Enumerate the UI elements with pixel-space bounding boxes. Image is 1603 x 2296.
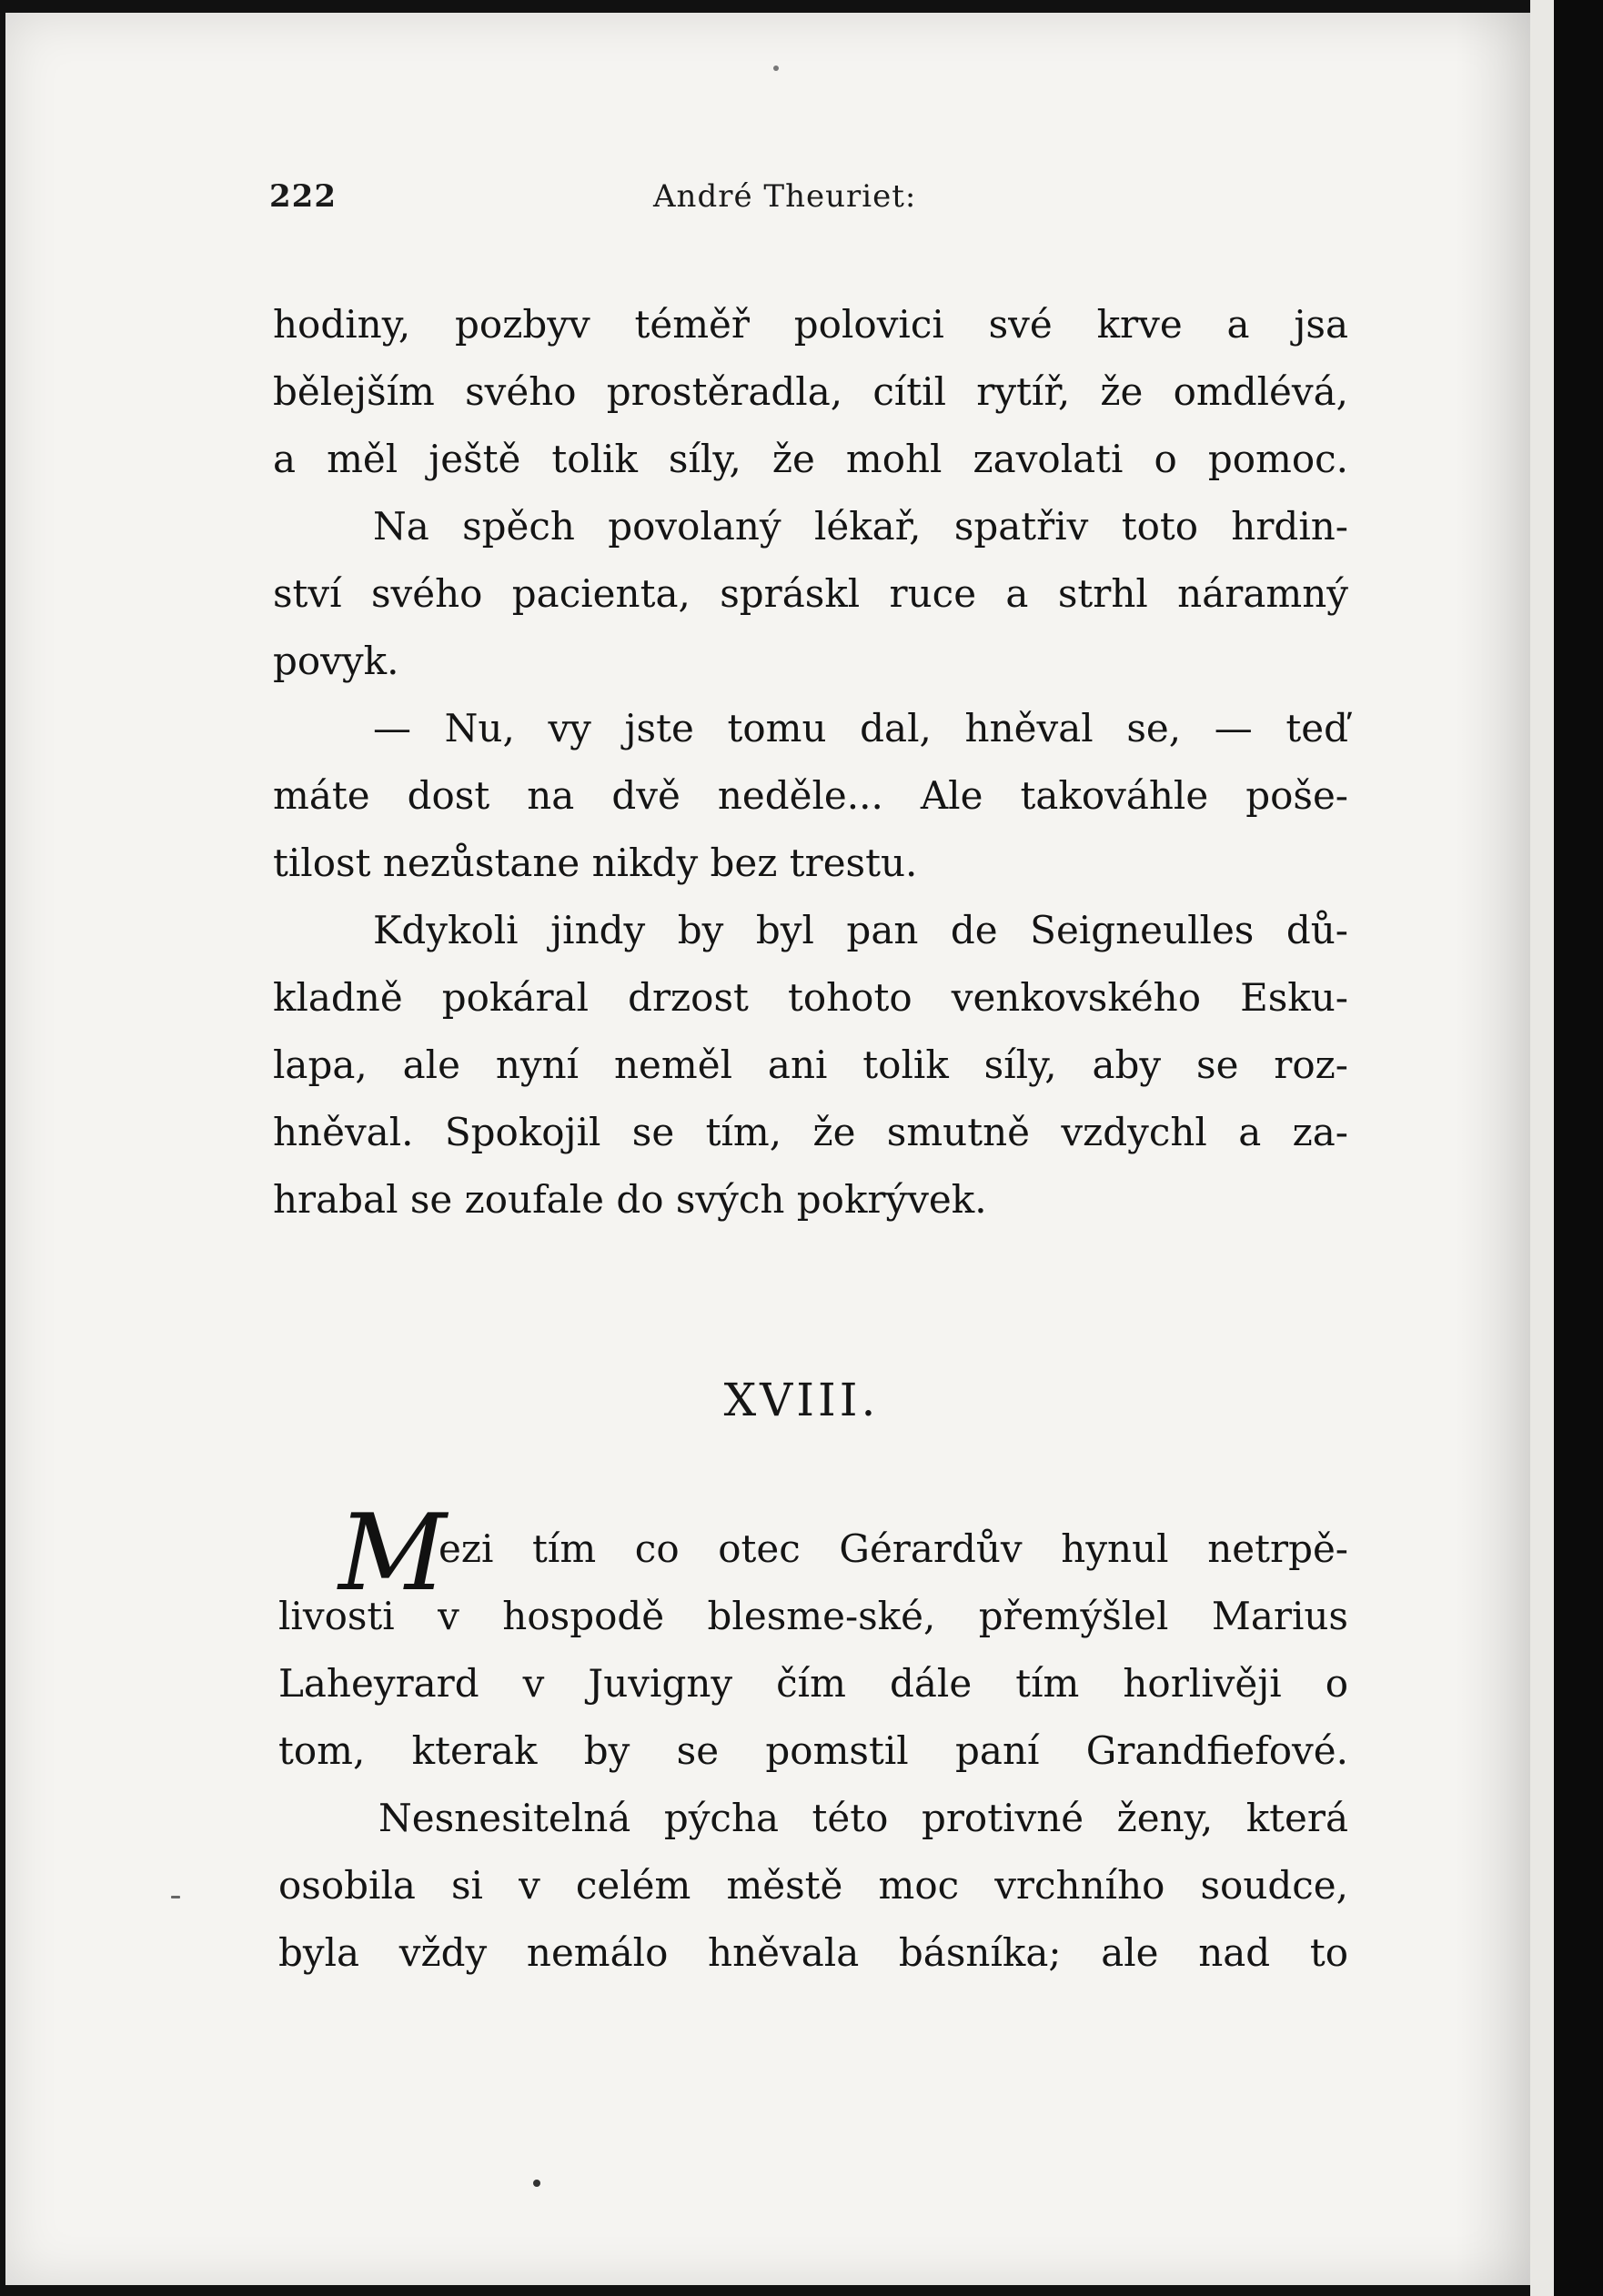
page-number: 222 — [269, 178, 337, 215]
text-line: hodiny, pozbyv téměř polovici své krve a jsa — [273, 302, 1348, 347]
text-line: hněval. Spokojil se tím, že smutně vzdychl a za- — [273, 1110, 1348, 1154]
text-line: tilost nezůstane nikdy bez trestu. — [273, 841, 918, 885]
running-head: André Theuriet: — [653, 178, 917, 215]
text-line: a měl ještě tolik síly, že mohl zavolati o pomoc. — [273, 437, 1348, 481]
ink-speck — [773, 65, 779, 71]
text-line: máte dost na dvě neděle... Ale takováhle poše- — [273, 773, 1348, 818]
text-line: tom, kterak by se pomstil paní Grandfiefové. — [278, 1728, 1348, 1773]
next-page-edge — [1530, 0, 1556, 2296]
text-line: byla vždy nemálo hněvala básníka; ale nad to — [278, 1930, 1348, 1975]
ink-speck — [171, 1896, 180, 1898]
text-line: ství svého pacienta, spráskl ruce a strhl náramný — [273, 571, 1348, 616]
text-line: Nesnesitelná pýcha této protivné ženy, která — [378, 1796, 1348, 1840]
text-line: — Nu, vy jste tomu dal, hněval se, — teď — [373, 706, 1348, 750]
text-line: povyk. — [273, 639, 399, 683]
spine-shadow — [1456, 13, 1530, 2285]
text-line: livosti v hospodě blesme-ské, přemýšlel Marius — [278, 1594, 1348, 1638]
scanner-border — [1554, 0, 1603, 2296]
text-line: ezi tím co otec Gérardův hynul netrpě- — [439, 1526, 1348, 1571]
chapter-heading: XVIII. — [723, 1374, 880, 1426]
text-line: kladně pokáral drzost tohoto venkovského Esku- — [273, 975, 1348, 1020]
text-line: osobila si v celém městě moc vrchního soudce, — [278, 1863, 1348, 1908]
page-header — [0, 178, 1603, 233]
text-line: hrabal se zoufale do svých pokrývek. — [273, 1177, 987, 1222]
ink-speck — [533, 2180, 540, 2187]
text-line: Laheyrard v Juvigny čím dále tím horlivěji o — [278, 1661, 1348, 1706]
drop-cap-letter: M — [338, 1492, 447, 1615]
text-line: Kdykoli jindy by byl pan de Seigneulles dů- — [373, 908, 1348, 952]
text-line: Na spěch povolaný lékař, spatřiv toto hrdin- — [373, 504, 1348, 549]
text-line: lapa, ale nyní neměl ani tolik síly, aby se roz- — [273, 1042, 1348, 1087]
text-line: bělejším svého prostěradla, cítil rytíř, že omdlévá, — [273, 369, 1348, 414]
